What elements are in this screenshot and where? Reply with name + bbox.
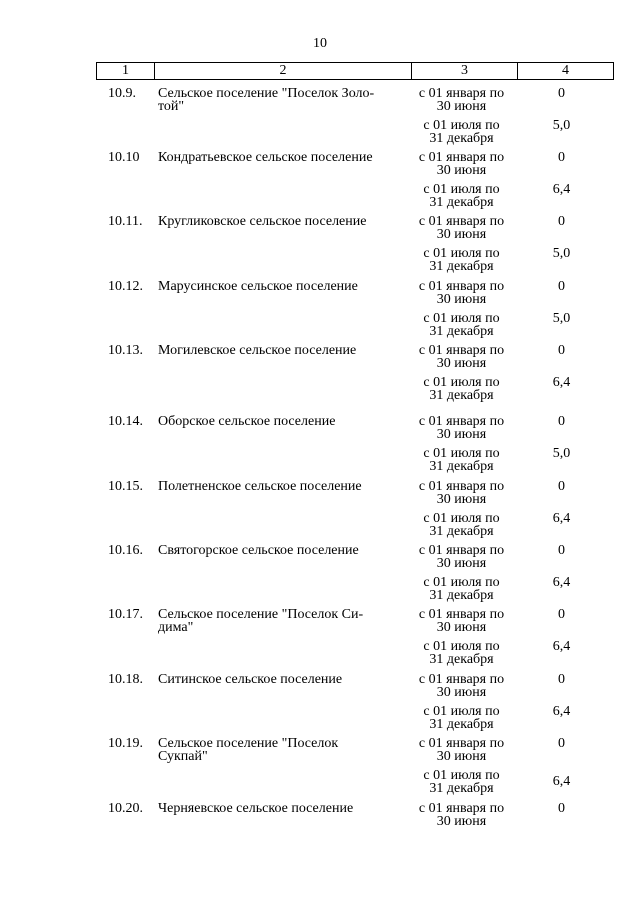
- value-second-half: 5,0: [552, 246, 571, 261]
- value-first-half: 0: [558, 543, 565, 558]
- settlement-name: Кругликовское сельское поселение: [158, 214, 367, 229]
- header-col-2: 2: [155, 63, 412, 80]
- row-number: 10.13.: [108, 343, 143, 358]
- row-number: 10.9.: [108, 86, 136, 101]
- period-first-half: с 01 января по 30 июня: [418, 543, 505, 571]
- value-first-half: 0: [558, 214, 565, 229]
- row-number: 10.10: [108, 150, 140, 165]
- row-number: 10.15.: [108, 479, 143, 494]
- settlement-name: Ситинское сельское поселение: [158, 672, 343, 687]
- header-col-3: 3: [412, 63, 518, 80]
- value-first-half: 0: [558, 279, 565, 294]
- settlement-name: Сельское поселение "Поселок Золо- той": [158, 86, 375, 114]
- value-first-half: 0: [558, 672, 565, 687]
- value-second-half: 6,4: [552, 774, 571, 789]
- value-first-half: 0: [558, 86, 565, 101]
- value-first-half: 0: [558, 801, 565, 816]
- period-first-half: с 01 января по 30 июня: [418, 607, 505, 635]
- value-second-half: 6,4: [552, 639, 571, 654]
- value-second-half: 5,0: [552, 311, 571, 326]
- period-second-half: с 01 июля по 31 декабря: [423, 182, 500, 210]
- period-first-half: с 01 января по 30 июня: [418, 736, 505, 764]
- value-second-half: 5,0: [552, 446, 571, 461]
- period-second-half: с 01 июля по 31 декабря: [423, 511, 500, 539]
- period-second-half: с 01 июля по 31 декабря: [423, 246, 500, 274]
- row-number: 10.20.: [108, 801, 143, 816]
- value-second-half: 6,4: [552, 182, 571, 197]
- settlement-name: Кондратьевское сельское поселение: [158, 150, 373, 165]
- period-second-half: с 01 июля по 31 декабря: [423, 704, 500, 732]
- value-second-half: 6,4: [552, 704, 571, 719]
- period-second-half: с 01 июля по 31 декабря: [423, 311, 500, 339]
- row-number: 10.16.: [108, 543, 143, 558]
- period-first-half: с 01 января по 30 июня: [418, 279, 505, 307]
- settlement-name: Оборское сельское поселение: [158, 414, 336, 429]
- settlement-name: Черняевское сельское поселение: [158, 801, 354, 816]
- value-second-half: 6,4: [552, 575, 571, 590]
- period-second-half: с 01 июля по 31 декабря: [423, 575, 500, 603]
- value-first-half: 0: [558, 414, 565, 429]
- period-first-half: с 01 января по 30 июня: [418, 86, 505, 114]
- period-second-half: с 01 июля по 31 декабря: [423, 446, 500, 474]
- settlement-name: Святогорское сельское поселение: [158, 543, 359, 558]
- period-first-half: с 01 января по 30 июня: [418, 214, 505, 242]
- header-col-1: 1: [97, 63, 155, 80]
- value-first-half: 0: [558, 343, 565, 358]
- value-first-half: 0: [558, 479, 565, 494]
- period-second-half: с 01 июля по 31 декабря: [423, 768, 500, 796]
- period-second-half: с 01 июля по 31 декабря: [423, 118, 500, 146]
- row-number: 10.12.: [108, 279, 143, 294]
- row-number: 10.17.: [108, 607, 143, 622]
- value-second-half: 6,4: [552, 375, 571, 390]
- period-first-half: с 01 января по 30 июня: [418, 414, 505, 442]
- table-header: [96, 62, 614, 80]
- settlement-name: Полетненское сельское поселение: [158, 479, 362, 494]
- value-first-half: 0: [558, 607, 565, 622]
- value-first-half: 0: [558, 736, 565, 751]
- period-first-half: с 01 января по 30 июня: [418, 672, 505, 700]
- period-first-half: с 01 января по 30 июня: [418, 343, 505, 371]
- period-first-half: с 01 января по 30 июня: [418, 801, 505, 829]
- row-number: 10.14.: [108, 414, 143, 429]
- period-first-half: с 01 января по 30 июня: [418, 479, 505, 507]
- row-number: 10.11.: [108, 214, 143, 229]
- value-first-half: 0: [558, 150, 565, 165]
- period-second-half: с 01 июля по 31 декабря: [423, 639, 500, 667]
- row-number: 10.19.: [108, 736, 143, 751]
- page-number: 10: [313, 36, 327, 51]
- value-second-half: 6,4: [552, 511, 571, 526]
- period-first-half: с 01 января по 30 июня: [418, 150, 505, 178]
- settlement-name: Сельское поселение "Поселок Си- дима": [158, 607, 364, 635]
- settlement-name: Марусинское сельское поселение: [158, 279, 358, 294]
- settlement-name: Могилевское сельское поселение: [158, 343, 357, 358]
- settlement-name: Сельское поселение "Поселок Сукпай": [158, 736, 339, 764]
- row-number: 10.18.: [108, 672, 143, 687]
- value-second-half: 5,0: [552, 118, 571, 133]
- period-second-half: с 01 июля по 31 декабря: [423, 375, 500, 403]
- header-col-4: 4: [518, 63, 614, 80]
